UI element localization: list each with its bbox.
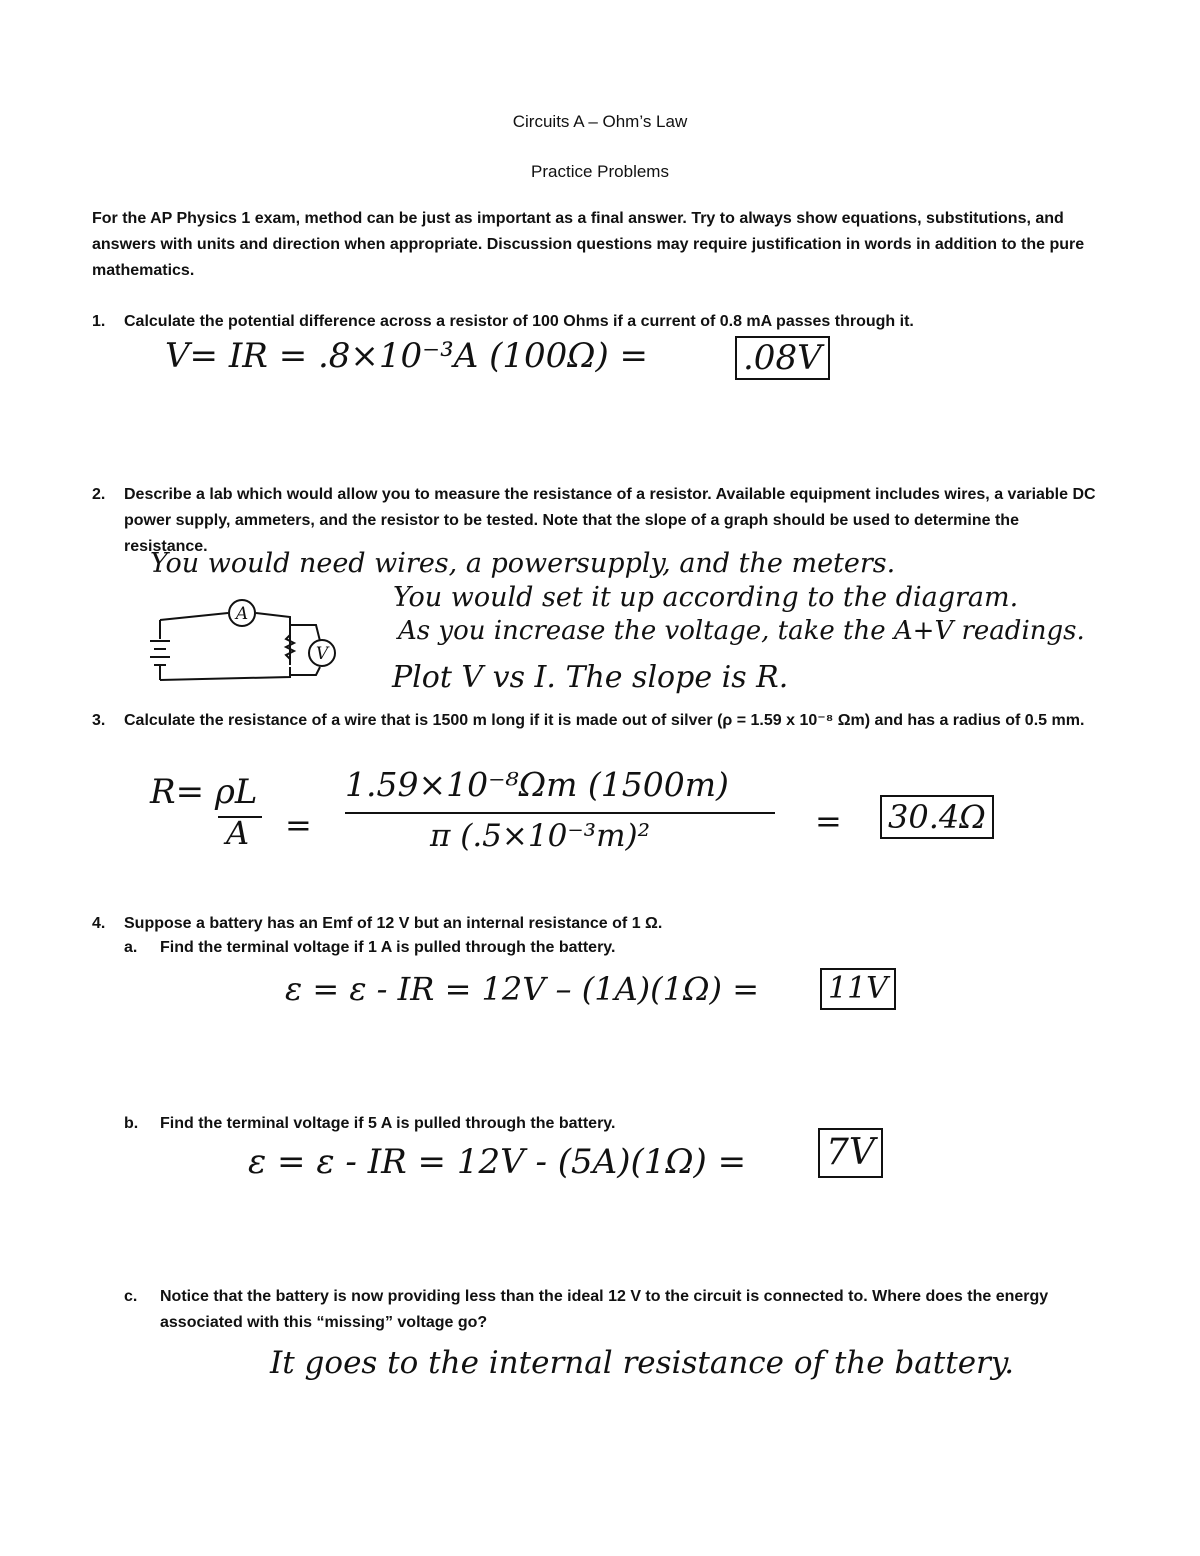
q4b-answer: 7V xyxy=(818,1128,883,1178)
wire-bottom xyxy=(160,667,290,680)
q2-answer-line-2: You would set it up according to the diagram. xyxy=(393,582,1019,613)
q3-number: 3. xyxy=(92,712,106,729)
q3-numerator: 1.59×10⁻⁸Ωm (1500m) xyxy=(345,765,729,804)
q4a-answer: 11V xyxy=(820,968,896,1010)
battery-symbol xyxy=(150,641,170,665)
q1-text: Calculate the potential difference across a resistor of 100 Ohms if a current of 0.8 mA passes through it. xyxy=(124,313,914,330)
q4c-label: c. xyxy=(124,1288,138,1305)
q3-lhs: R= ρL xyxy=(150,772,258,812)
q4a-work: ε = ε - IR = 12V – (1A)(1Ω) = xyxy=(285,970,759,1008)
q4a-text: Find the terminal voltage if 1 A is pulled through the battery. xyxy=(160,939,616,956)
q4a-label: a. xyxy=(124,939,138,956)
q3-equals-1: = xyxy=(285,806,312,844)
q2-answer-line-4: Plot V vs I. The slope is R. xyxy=(392,660,789,695)
q4c-answer: It goes to the internal resistance of the battery. xyxy=(270,1345,1015,1381)
q2-answer-line-1: You would need wires, a powersupply, and the meters. xyxy=(150,548,896,579)
page-subtitle: Practice Problems xyxy=(531,162,669,181)
q4-text: Suppose a battery has an Emf of 12 V but an internal resistance of 1 Ω. xyxy=(124,915,663,932)
q1-number: 1. xyxy=(92,313,106,330)
q4b-label: b. xyxy=(124,1115,139,1132)
q3-equals-2: = xyxy=(815,802,842,840)
q3-denominator: π (.5×10⁻³m)² xyxy=(430,818,651,854)
instructions: For the AP Physics 1 exam, method can be just as important as a final answer. Try to always show equations, substitutions, and answers with units and direction when appropriate. Discussion questions may require justification in words in addition to the pure mathematics. xyxy=(92,210,1085,279)
q1-answer: .08V xyxy=(735,336,830,380)
q3-text: Calculate the resistance of a wire that is 1500 m long if it is made out of silver (ρ = 1.59 x 10⁻⁸ Ωm) and has a radius of 0.5 mm. xyxy=(124,712,1085,729)
voltmeter-label: V xyxy=(315,644,329,664)
wire-top-left xyxy=(160,613,228,620)
q4-number: 4. xyxy=(92,915,106,932)
q2-number: 2. xyxy=(92,486,106,503)
voltmeter-lead-top xyxy=(290,625,320,641)
q4b-text: Find the terminal voltage if 5 A is pulled through the battery. xyxy=(160,1115,616,1132)
ammeter-label: A xyxy=(235,604,249,624)
voltmeter-lead-bottom xyxy=(290,667,320,675)
q4c-text: Notice that the battery is now providing less than the ideal 12 V to the circuit is connected to. Where does the energy associated with this “missing” voltage go? xyxy=(160,1288,1049,1331)
q2-text: Describe a lab which would allow you to measure the resistance of a resistor. Available equipment includes wires, a variable DC power supply, ammeters, and the resistor to be tested. Note that the slope of a graph should be used to determine the resistance. xyxy=(124,486,1096,555)
q1-work: V= IR = .8×10⁻³A (100Ω) = xyxy=(165,336,649,376)
q3-fraction-bar xyxy=(345,812,775,814)
q3-answer: 30.4Ω xyxy=(880,795,994,839)
q3-lhs-denominator: A xyxy=(226,814,250,852)
page-title: Circuits A – Ohm’s Law xyxy=(512,112,688,131)
circuit-diagram xyxy=(140,595,360,690)
q4b-work: ε = ε - IR = 12V - (5A)(1Ω) = xyxy=(248,1142,747,1182)
q2-answer-line-3: As you increase the voltage, take the A+V readings. xyxy=(398,616,1085,646)
